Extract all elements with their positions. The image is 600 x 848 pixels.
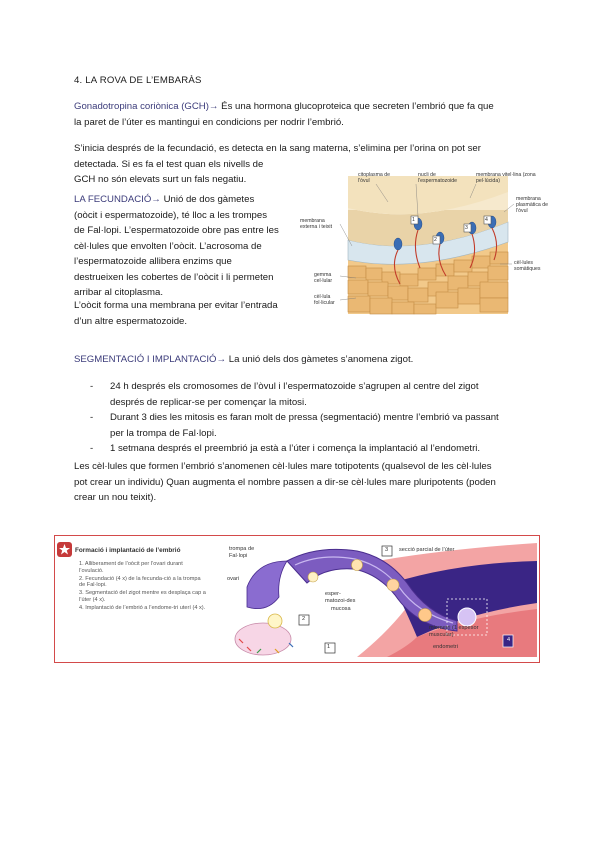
- cells-line-1: Les cèl·lules que formen l’embrió s’anomenen cèl·lules mare totipotents (qualsevol de les cèl·lules: [74, 461, 492, 472]
- figure-title: Formació i implantació de l’embrió: [75, 547, 181, 554]
- segmentacio-term: SEGMENTACIÓ I IMPLANTACIÓ→: [74, 354, 227, 365]
- fig1-number-4: 4: [485, 217, 488, 223]
- fig1-label-external: membrana externa i teixit: [300, 218, 333, 230]
- fig1-number-3: 3: [465, 225, 468, 231]
- fig1-label-follicular: cèl·lula fol·licular: [314, 294, 335, 306]
- list-item-line: per la trompa de Fal·lopi.: [110, 427, 217, 439]
- list-item: [90, 379, 550, 410]
- fig1-label-somatic: cèl·lules somàtiques: [514, 260, 541, 272]
- label-miometri: miometri (1 espesor muscular): [429, 625, 479, 638]
- gch-text-2: la paret de l’úter es mantingui en condicions per nodrir l’embrió.: [74, 116, 344, 128]
- figure-steps: [79, 561, 207, 613]
- figure-number-4: 4: [507, 637, 511, 643]
- detect-line-1: S’inicia després de la fecundació, es detecta en la sang materna, s’elimina per l’orina on pot ser: [74, 143, 481, 154]
- list-item: [90, 441, 550, 457]
- label-sperm: esper-matozoi-des: [325, 591, 356, 604]
- list-item: 1. Alliberament de l’oòcit per l’ovari durant l’ovulació.: [79, 561, 183, 574]
- fecundacio-term: LA FECUNDACIÓ→: [74, 194, 161, 205]
- fig1-label-plasma-membrane: membrana plasmàtica de l'òvul: [516, 196, 549, 214]
- stem-cells-paragraph: [74, 459, 554, 506]
- fecundacio-line-2: (oòcit i espermatozoide), té lloc a les trompes: [74, 209, 268, 221]
- fig1-label-sperm-nucleus: nucli de l'espermatozoide: [418, 172, 458, 184]
- detect-line-3: GCH no són elevats surt un fals negatiu.: [74, 174, 247, 185]
- gch-text: És una hormona glucoproteica que secreten l’embrió que fa que: [218, 101, 494, 112]
- gch-term: Gonadotropina coriònica (GCH)→: [74, 101, 219, 112]
- list-item: [90, 410, 550, 441]
- label-paret: secció parcial de l’úter: [399, 547, 455, 553]
- fig1-number-2: 2: [434, 237, 437, 243]
- fecundacio-line-5: l’espermatozoide allibera enzims que: [74, 256, 232, 267]
- development-list: [90, 379, 550, 457]
- fig1-label-zona: membrana vitel·lina (zona pel·lúcida): [476, 172, 536, 184]
- cells-line-2: pot crear un individu) Quan augmenta el nombre passen a dir-se cèl·lules mare pluripotents (poden: [74, 476, 496, 488]
- fecundacio-line-3: de Fal·lopi. L’espermatozoide obre pas entre les: [74, 225, 279, 236]
- list-item-line: 1 setmana després el preembrió ja està a l’úter i comença la implantació al l’endometri.: [110, 443, 481, 454]
- membrane-line-1: L’oòcit forma una membrana per evitar l’entrada: [74, 300, 278, 311]
- fertilization-figure: [300, 168, 552, 316]
- fecundacio-line-7: arribar al citoplasma.: [74, 287, 164, 298]
- fecundacio-paragraph: [74, 192, 294, 301]
- fecundacio-line-4: cèl·lules que envolten l’oòcit. L’acrosoma de: [74, 240, 262, 252]
- list-item: 2. Fecundació (4 x) de la fecunda-ció a la trompa de Fal·lopi.: [79, 575, 201, 589]
- label-mucosa: mucosa: [331, 606, 351, 612]
- cells-line-3: crear un nou teixit).: [74, 492, 157, 503]
- fig1-label-gemma: gemma cel·lular: [314, 272, 333, 284]
- label-ovari: ovari: [227, 576, 240, 582]
- figure-number-1: 1: [327, 644, 331, 650]
- membrane-paragraph: [74, 298, 294, 329]
- segmentacio-text: La unió dels dos gàmetes s’anomena zigot.: [226, 354, 414, 365]
- figure-number-2: 2: [302, 616, 306, 622]
- fig1-number-1: 1: [412, 217, 415, 223]
- list-item-line: 24 h després els cromosomes de l’òvul i l’espermatozoide s’agrupen al centre del zigot: [110, 381, 479, 392]
- list-item: 3. Segmentació del zigot mentre es desplaça cap a l’úter (4 x).: [79, 590, 206, 603]
- label-trompa: trompa de Fal·lopi: [229, 546, 255, 559]
- segmentacio-paragraph: [74, 352, 544, 368]
- detect-line-2: detectada. Si es fa el test quan els nivells de: [74, 158, 264, 170]
- fig1-label-cytoplasm: citoplasma de l'òvul: [358, 172, 391, 184]
- fecundacio-text: Unió de dos gàmetes: [160, 194, 255, 205]
- list-item-line: Durant 3 dies les mitosis es faran molt de pressa (segmentació) mentre l’embrió va passant: [110, 412, 499, 423]
- implantation-figure: [54, 535, 540, 663]
- star-icon: [57, 542, 72, 557]
- uterus-illustration: [217, 543, 537, 657]
- figure-number-3: 3: [385, 547, 389, 553]
- membrane-line-2: d’un altre espermatozoide.: [74, 315, 188, 327]
- gch-paragraph: [74, 99, 544, 130]
- section-heading: 4. LA ROVA DE L’EMBARÀS: [74, 75, 202, 86]
- list-item-line: després de replicar-se per començar la mitosi.: [110, 396, 307, 408]
- list-item: 4. Implantació de l’embrió a l’endome-tri uterí (4 x).: [79, 604, 206, 611]
- fecundacio-line-6: destrueixen les cobertes de l’oòcit i li permeten: [74, 271, 274, 283]
- label-endometri: endometri: [433, 644, 458, 650]
